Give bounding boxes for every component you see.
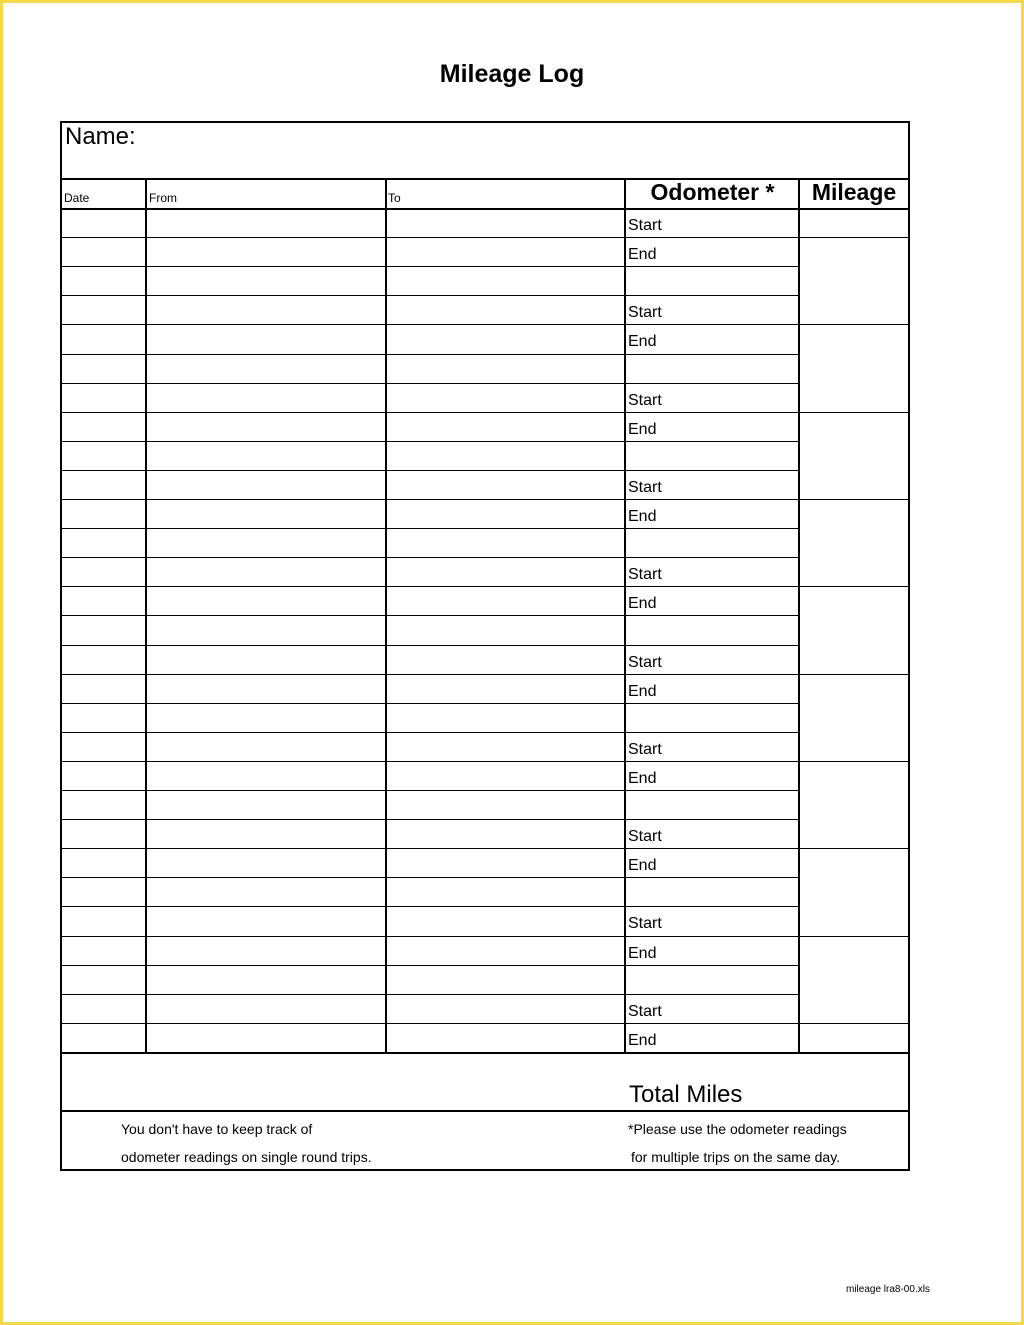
table-border-bottom	[60, 1169, 910, 1171]
column-divider	[798, 178, 800, 1052]
table-row-line	[60, 615, 798, 616]
odometer-start-label: Start	[628, 217, 662, 234]
odometer-end-label: End	[628, 857, 657, 875]
notes-row-divider	[60, 1110, 908, 1112]
table-row-line	[60, 324, 908, 325]
table-row-line	[60, 848, 908, 849]
note-left-line-1: You don't have to keep track of	[121, 1121, 313, 1137]
odometer-start-label: Start	[628, 391, 662, 409]
table-border-top	[60, 121, 908, 123]
odometer-end-label: End	[628, 420, 657, 438]
table-row-line	[60, 266, 798, 267]
note-right-line-2: for multiple trips on the same day.	[631, 1149, 841, 1165]
total-row-divider	[60, 1052, 908, 1054]
table-row-line	[60, 965, 798, 966]
note-right-line-1: *Please use the odometer readings	[628, 1121, 847, 1137]
table-row-line	[60, 994, 798, 995]
column-header-to: To	[388, 191, 401, 205]
odometer-end-label: End	[628, 1031, 657, 1049]
odometer-end-label: End	[628, 769, 657, 787]
table-row-line	[60, 732, 798, 733]
table-row-line	[60, 354, 798, 355]
odometer-end-label: End	[628, 333, 657, 351]
odometer-start-label: Start	[628, 653, 662, 671]
table-row-line	[60, 877, 798, 878]
table-row-line	[60, 295, 798, 296]
footer-filename: mileage lra8-00.xls	[846, 1284, 930, 1295]
table-row-line	[60, 499, 908, 500]
odometer-start-label: Start	[628, 304, 662, 322]
odometer-end-label: End	[628, 944, 657, 962]
odometer-start-label: Start	[628, 740, 662, 758]
odometer-start-label: Start	[628, 478, 662, 496]
column-header-odometer: Odometer *	[650, 179, 775, 205]
odometer-start-label: Start	[628, 1002, 662, 1020]
table-row-line	[60, 674, 908, 675]
odometer-end-label: End	[628, 595, 657, 613]
odometer-start-label: Start	[628, 828, 662, 846]
header-row-divider	[60, 208, 908, 210]
table-row-line	[60, 906, 798, 907]
table-row-line	[60, 470, 798, 471]
table-row-line	[60, 790, 798, 791]
table-row-line	[60, 936, 908, 937]
table-row-line	[60, 586, 908, 587]
odometer-end-label: End	[628, 682, 657, 700]
total-miles-label: Total Miles	[629, 1081, 743, 1108]
table-row-line	[60, 761, 908, 762]
odometer-end-label: End	[628, 508, 657, 526]
table-border-right	[908, 121, 910, 1169]
odometer-end-label: End	[628, 246, 657, 264]
table-row-line	[60, 412, 908, 413]
table-row-line	[60, 703, 798, 704]
name-label: Name:	[65, 123, 136, 150]
mileage-log-table	[60, 121, 908, 1169]
table-row-line	[60, 645, 798, 646]
name-row-divider	[60, 178, 908, 180]
table-row-line	[60, 441, 798, 442]
page-title: Mileage Log	[439, 60, 585, 88]
column-header-from: From	[149, 191, 177, 205]
table-row-line	[60, 528, 798, 529]
column-header-mileage: Mileage	[811, 179, 897, 205]
table-row-line	[60, 237, 908, 238]
table-row-line	[60, 819, 798, 820]
column-header-date: Date	[64, 191, 90, 205]
odometer-start-label: Start	[628, 915, 662, 933]
note-left-line-2: odometer readings on single round trips.	[121, 1149, 372, 1165]
table-row-line	[60, 383, 798, 384]
table-row-line	[60, 557, 798, 558]
odometer-start-label: Start	[628, 566, 662, 584]
table-row-line	[60, 1023, 908, 1024]
